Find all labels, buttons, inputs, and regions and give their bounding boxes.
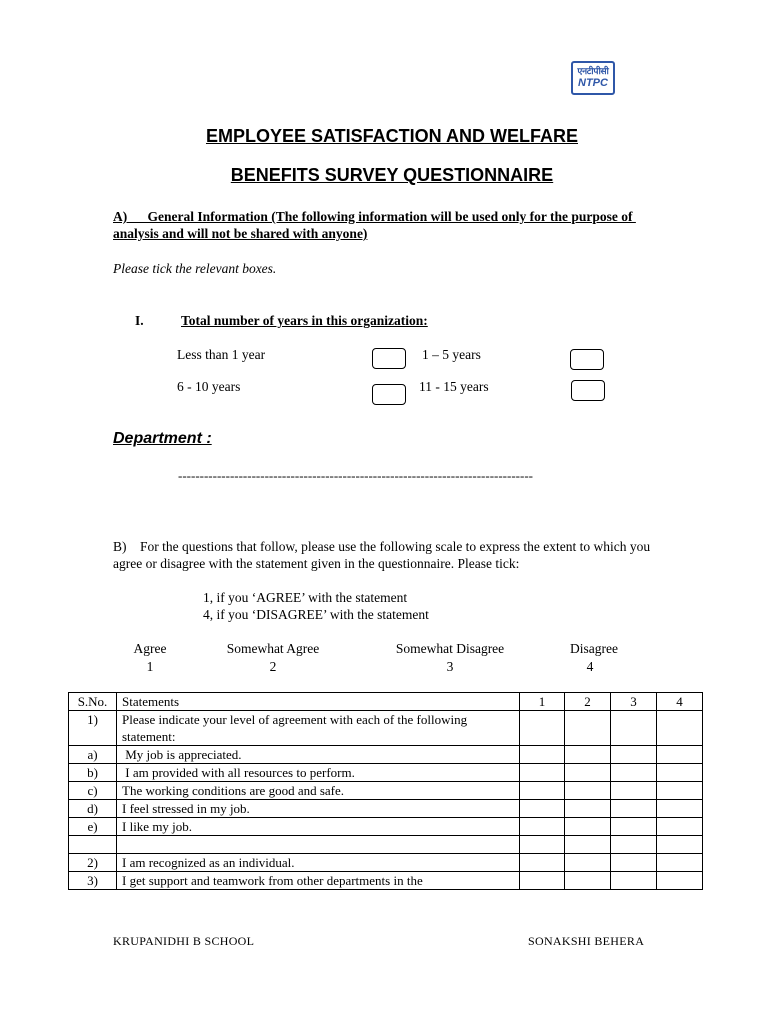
rating-cell-4[interactable]	[657, 836, 703, 854]
table-row	[69, 836, 703, 854]
rating-cell-1[interactable]	[520, 872, 565, 890]
table-row	[69, 711, 703, 746]
rating-cell-2[interactable]	[565, 764, 611, 782]
rating-cell-4[interactable]	[657, 746, 703, 764]
rating-cell-3[interactable]	[611, 818, 657, 836]
tick-instruction: Please tick the relevant boxes.	[113, 261, 277, 276]
row-statement: Please indicate your level of agreement with each of the following statement:	[117, 711, 520, 746]
ntpc-logo	[571, 61, 615, 95]
scale-value-1: 1	[146, 659, 154, 674]
rating-cell-4[interactable]	[657, 764, 703, 782]
row-sno: d)	[69, 800, 117, 818]
row-sno: b)	[69, 764, 117, 782]
row-statement: I feel stressed in my job.	[117, 800, 520, 818]
row-sno: 2)	[69, 854, 117, 872]
rating-cell-4[interactable]	[657, 872, 703, 890]
row-sno: c)	[69, 782, 117, 800]
rating-cell-4[interactable]	[657, 711, 703, 746]
scale-label-somewhat-agree: Somewhat Agree	[226, 641, 320, 656]
table-row	[69, 854, 703, 872]
rating-cell-1[interactable]	[520, 782, 565, 800]
option-1-5-years: 1 – 5 years	[422, 347, 481, 362]
rating-cell-1[interactable]	[520, 854, 565, 872]
table-row	[69, 872, 703, 890]
header-col-4: 4	[657, 693, 703, 711]
rating-cell-2[interactable]	[565, 854, 611, 872]
header-col-3: 3	[611, 693, 657, 711]
scale-value-2: 2	[269, 659, 277, 674]
header-col-1: 1	[520, 693, 565, 711]
rating-cell-2[interactable]	[565, 711, 611, 746]
table-row	[69, 746, 703, 764]
rating-cell-1[interactable]	[520, 746, 565, 764]
row-statement	[117, 836, 520, 854]
row-sno: 3)	[69, 872, 117, 890]
rating-cell-3[interactable]	[611, 836, 657, 854]
row-statement: I am provided with all resources to perform.	[117, 764, 520, 782]
section-b-instructions: B) For the questions that follow, please use the following scale to express the extent to which you agree or disagree with the statement given in the questionnaire. Please tick:	[113, 539, 654, 571]
rating-cell-1[interactable]	[520, 764, 565, 782]
rating-cell-1[interactable]	[520, 818, 565, 836]
rating-cell-2[interactable]	[565, 782, 611, 800]
row-statement: I get support and teamwork from other departments in the	[117, 872, 520, 890]
table-row	[69, 818, 703, 836]
rating-cell-2[interactable]	[565, 800, 611, 818]
rating-cell-3[interactable]	[611, 782, 657, 800]
row-statement: I am recognized as an individual.	[117, 854, 520, 872]
department-input-line[interactable]: ----------------------------------------------------------------------------------	[178, 468, 533, 483]
row-statement: My job is appreciated.	[117, 746, 520, 764]
header-sno: S.No.	[69, 693, 117, 711]
rating-cell-3[interactable]	[611, 800, 657, 818]
row-sno: a)	[69, 746, 117, 764]
title-line-2: BENEFITS SURVEY QUESTIONNAIRE	[230, 165, 554, 185]
footer-school: KRUPANIDHI B SCHOOL	[113, 934, 255, 948]
option-6-10-years: 6 - 10 years	[177, 379, 241, 394]
rating-cell-1[interactable]	[520, 800, 565, 818]
table-row	[69, 764, 703, 782]
rating-cell-3[interactable]	[611, 854, 657, 872]
scale-label-agree: Agree	[133, 641, 167, 656]
rating-cell-4[interactable]	[657, 818, 703, 836]
scale-value-3: 3	[446, 659, 454, 674]
checkbox-less-than-1-year[interactable]	[372, 348, 406, 369]
scale-note-agree: 1, if you ‘AGREE’ with the statement	[203, 590, 408, 605]
footer-author: SONAKSHI BEHERA	[528, 934, 645, 948]
row-sno	[69, 836, 117, 854]
row-sno: 1)	[69, 711, 117, 746]
checkbox-11-15-years[interactable]	[571, 380, 605, 401]
header-statements: Statements	[117, 693, 520, 711]
rating-cell-2[interactable]	[565, 836, 611, 854]
option-less-than-1-year: Less than 1 year	[177, 347, 266, 362]
title-line-1: EMPLOYEE SATISFACTION AND WELFARE	[205, 126, 578, 146]
rating-cell-1[interactable]	[520, 711, 565, 746]
rating-cell-3[interactable]	[611, 764, 657, 782]
row-statement: The working conditions are good and safe.	[117, 782, 520, 800]
checkbox-6-10-years[interactable]	[372, 384, 406, 405]
row-statement: I like my job.	[117, 818, 520, 836]
survey-table	[68, 692, 703, 890]
scale-note-disagree: 4, if you ‘DISAGREE’ with the statement	[203, 607, 429, 622]
rating-cell-3[interactable]	[611, 746, 657, 764]
header-col-2: 2	[565, 693, 611, 711]
rating-cell-3[interactable]	[611, 711, 657, 746]
option-11-15-years: 11 - 15 years	[419, 379, 489, 394]
question-1-number: I.	[135, 313, 144, 328]
logo-hindi-text: एनटीपीसी	[577, 66, 609, 76]
rating-cell-2[interactable]	[565, 746, 611, 764]
table-header-row	[69, 693, 703, 711]
rating-cell-4[interactable]	[657, 854, 703, 872]
scale-label-disagree: Disagree	[570, 641, 618, 656]
rating-cell-4[interactable]	[657, 782, 703, 800]
question-1-text: Total number of years in this organization:	[181, 313, 428, 328]
row-sno: e)	[69, 818, 117, 836]
scale-value-4: 4	[586, 659, 594, 674]
logo-english-text: NTPC	[578, 77, 608, 89]
department-label: Department :	[113, 430, 212, 447]
rating-cell-2[interactable]	[565, 818, 611, 836]
rating-cell-2[interactable]	[565, 872, 611, 890]
checkbox-1-5-years[interactable]	[570, 349, 604, 370]
section-a-heading: A) General Information (The following information will be used only for the purpose of analysis and will not be shared with anyone)	[113, 209, 636, 241]
scale-label-somewhat-disagree: Somewhat Disagree	[395, 641, 505, 656]
rating-cell-1[interactable]	[520, 836, 565, 854]
table-row	[69, 782, 703, 800]
rating-cell-4[interactable]	[657, 800, 703, 818]
rating-cell-3[interactable]	[611, 872, 657, 890]
table-row	[69, 800, 703, 818]
